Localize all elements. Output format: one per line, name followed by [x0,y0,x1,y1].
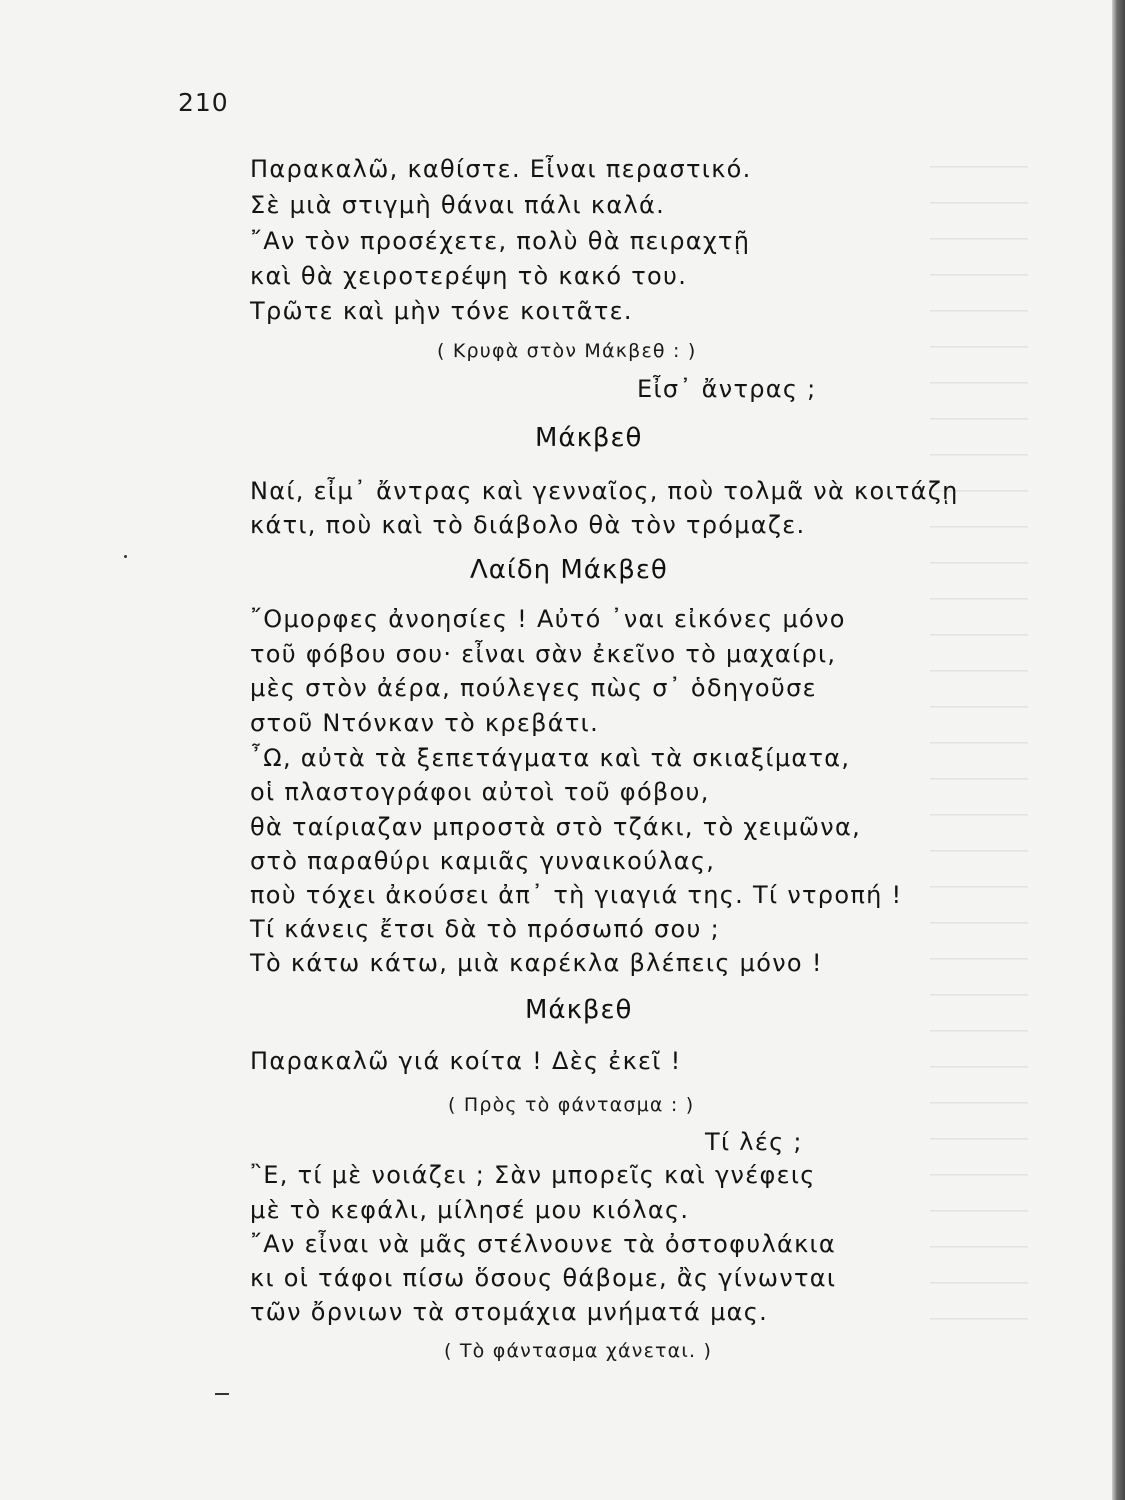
show-through-text: ───────── ───────── ───────── ───────── ───────── ───────── ───────── ───────── ───────── ───────── ───────── ───────── ───────── ───────── ───────── ───────── ───────── ───────── ───────── ───────── ───────── ───────── ───────── ───────── ───────── ───────── ───────── ───────── ───────── ───────── ───────── ───────── ───────── [930,157,1028,1330]
verse-line: ποὺ τόχει ἀκούσει ἀπ᾽ τὴ γιαγιά της. Τί ντροπή ! [250,881,903,909]
verse-line: καὶ θὰ χειροτερέψη τὸ κακό του. [250,262,688,290]
verse-line: Παρακαλῶ, καθίστε. Εἶναι περαστικό. [250,155,752,183]
page-edge-shadow [1112,0,1125,1500]
verse-line: ῎Ομορφες ἀνοησίες ! Αὐτό ᾽ναι εἰκόνες μόνο [250,605,846,633]
verse-line: Τί λές ; [705,1128,803,1156]
verse-line: ῏Ω, αὐτὰ τὰ ξεπετάγματα καὶ τὰ σκιαξίματα, [250,744,851,772]
speaker-name: Μάκβεθ [535,423,643,453]
verse-line: κι οἱ τάφοι πίσω ὅσους θάβομε, ἂς γίνωνται [250,1264,837,1292]
verse-line: Παρακαλῶ γιά κοίτα ! Δὲς ἐκεῖ ! [250,1047,682,1075]
stage-direction: ( Τὸ φάντασμα χάνεται. ) [444,1340,713,1362]
verse-line: Τὸ κάτω κάτω, μιὰ καρέκλα βλέπεις μόνο ! [250,949,823,977]
verse-line: μὲ τὸ κεφάλι, μίλησέ μου κιόλας. [250,1196,690,1224]
verse-line: κάτι, ποὺ καὶ τὸ διάβολο θὰ τὸν τρόμαζε. [250,511,806,539]
verse-line: θὰ ταίριαζαν μπροστὰ στὸ τζάκι, τὸ χειμῶνα, [250,813,862,841]
verse-line: τῶν ὄρνιων τὰ στομάχια μνήματά μας. [250,1298,769,1326]
verse-line: ῎Αν τὸν προσέχετε, πολὺ θὰ πειραχτῇ [250,227,751,255]
verse-line: στοῦ Ντόνκαν τὸ κρεβάτι. [250,709,600,737]
verse-line: μὲς στὸν ἀέρα, πούλεγες πὼς σ᾽ ὁδηγοῦσε [250,674,817,702]
verse-line: οἱ πλαστογράφοι αὐτοὶ τοῦ φόβου, [250,778,710,806]
page-number: 210 [178,88,229,117]
speaker-name: Μάκβεθ [525,995,633,1025]
speaker-name: Λαίδη Μάκβεθ [470,555,668,585]
verse-line: ῎Αν εἶναι νὰ μᾶς στέλνουνε τὰ ὀστοφυλάκια [250,1230,837,1258]
verse-line: Τί κάνεις ἔτσι δὰ τὸ πρόσωπό σου ; [250,915,721,943]
speck [215,1393,229,1395]
stage-direction: ( Πρὸς τὸ φάντασμα : ) [448,1094,695,1116]
speck [124,555,127,558]
stage-direction: ( Κρυφὰ στὸν Μάκβεθ : ) [437,340,697,362]
verse-line: τοῦ φόβου σου· εἶναι σὰν ἐκεῖνο τὸ μαχαίρι, [250,640,837,668]
verse-line: στὸ παραθύρι καμιᾶς γυναικούλας, [250,847,716,875]
verse-line: Σὲ μιὰ στιγμὴ θάναι πάλι καλά. [250,191,666,219]
verse-line: ῍Ε, τί μὲ νοιάζει ; Σὰν μπορεῖς καὶ γνέφεις [250,1161,816,1189]
verse-line: Εἶσ᾽ ἄντρας ; [637,375,817,403]
verse-line: Ναί, εἶμ᾽ ἄντρας καὶ γενναῖος, ποὺ τολμᾶ νὰ κοιτάζῃ [250,477,959,505]
verse-line: Τρῶτε καὶ μὴν τόνε κοιτᾶτε. [250,297,633,325]
